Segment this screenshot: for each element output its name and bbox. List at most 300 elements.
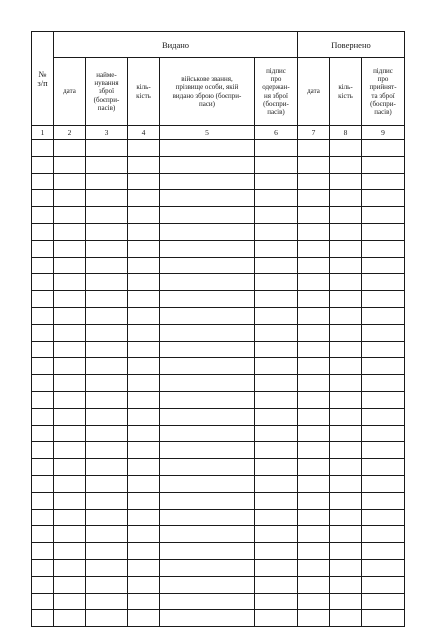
table-cell[interactable] bbox=[255, 610, 298, 627]
table-cell[interactable] bbox=[298, 543, 330, 560]
table-cell[interactable] bbox=[330, 207, 362, 224]
table-row bbox=[32, 207, 405, 224]
table-cell[interactable] bbox=[128, 274, 160, 291]
table-cell[interactable] bbox=[32, 173, 54, 190]
table-cell[interactable] bbox=[160, 358, 255, 375]
header-issued-cell: Видано bbox=[54, 32, 298, 58]
table-cell[interactable] bbox=[54, 307, 86, 324]
table-cell[interactable] bbox=[128, 492, 160, 509]
table-cell[interactable] bbox=[330, 408, 362, 425]
table-cell[interactable] bbox=[160, 509, 255, 526]
table-cell[interactable] bbox=[86, 223, 128, 240]
table-cell[interactable] bbox=[128, 341, 160, 358]
table-cell[interactable] bbox=[160, 576, 255, 593]
table-cell[interactable] bbox=[128, 475, 160, 492]
table-cell[interactable] bbox=[54, 610, 86, 627]
table-cell[interactable] bbox=[298, 442, 330, 459]
table-cell[interactable] bbox=[362, 173, 405, 190]
table-cell[interactable] bbox=[128, 610, 160, 627]
table-cell[interactable] bbox=[255, 459, 298, 476]
table-cell[interactable] bbox=[255, 509, 298, 526]
table-cell[interactable] bbox=[362, 442, 405, 459]
table-row bbox=[32, 492, 405, 509]
table-cell[interactable] bbox=[298, 492, 330, 509]
table-cell[interactable] bbox=[330, 223, 362, 240]
table-cell[interactable] bbox=[160, 140, 255, 157]
table-cell[interactable] bbox=[86, 459, 128, 476]
table-cell[interactable] bbox=[330, 526, 362, 543]
table-row bbox=[32, 358, 405, 375]
table-cell[interactable] bbox=[330, 307, 362, 324]
table-cell[interactable] bbox=[298, 173, 330, 190]
table-cell[interactable] bbox=[160, 526, 255, 543]
table-cell[interactable] bbox=[255, 358, 298, 375]
table-row bbox=[32, 475, 405, 492]
table-cell[interactable] bbox=[362, 408, 405, 425]
table-cell[interactable] bbox=[362, 610, 405, 627]
table-cell[interactable] bbox=[330, 324, 362, 341]
table-cell[interactable] bbox=[128, 240, 160, 257]
table-cell[interactable] bbox=[54, 576, 86, 593]
table-row bbox=[32, 291, 405, 308]
table-cell[interactable] bbox=[32, 140, 54, 157]
table-cell[interactable] bbox=[54, 190, 86, 207]
table-cell[interactable] bbox=[128, 257, 160, 274]
table-row bbox=[32, 442, 405, 459]
table-cell[interactable] bbox=[362, 257, 405, 274]
table-cell[interactable] bbox=[255, 257, 298, 274]
table-row bbox=[32, 240, 405, 257]
table-cell[interactable] bbox=[255, 543, 298, 560]
table-cell[interactable] bbox=[54, 475, 86, 492]
table-cell[interactable] bbox=[32, 442, 54, 459]
table-cell[interactable] bbox=[255, 156, 298, 173]
table-cell[interactable] bbox=[32, 358, 54, 375]
table-cell[interactable] bbox=[128, 358, 160, 375]
table-cell[interactable] bbox=[298, 358, 330, 375]
table-cell[interactable] bbox=[330, 291, 362, 308]
header-row-columns bbox=[32, 58, 405, 126]
table-cell[interactable] bbox=[54, 375, 86, 392]
table-cell[interactable] bbox=[32, 408, 54, 425]
table-cell[interactable] bbox=[54, 240, 86, 257]
column-number: 9 bbox=[362, 126, 405, 140]
table-cell[interactable] bbox=[160, 492, 255, 509]
table-cell[interactable] bbox=[86, 543, 128, 560]
table-row bbox=[32, 459, 405, 476]
table-cell[interactable] bbox=[362, 375, 405, 392]
table-cell[interactable] bbox=[362, 358, 405, 375]
table-cell[interactable] bbox=[32, 156, 54, 173]
table-cell[interactable] bbox=[298, 156, 330, 173]
weapons-issue-ledger-table bbox=[31, 31, 405, 627]
table-cell[interactable] bbox=[86, 274, 128, 291]
table-cell[interactable] bbox=[255, 408, 298, 425]
column-number-row bbox=[32, 126, 405, 140]
table-cell[interactable] bbox=[330, 140, 362, 157]
table-cell[interactable] bbox=[330, 173, 362, 190]
table-cell[interactable] bbox=[32, 274, 54, 291]
table-cell[interactable] bbox=[86, 610, 128, 627]
table-cell[interactable] bbox=[128, 559, 160, 576]
table-cell[interactable] bbox=[160, 207, 255, 224]
table-cell[interactable] bbox=[54, 173, 86, 190]
column-number: 4 bbox=[128, 126, 160, 140]
column-number: 5 bbox=[160, 126, 255, 140]
column-returned-date: дата bbox=[298, 58, 330, 126]
column-return-signature: підпис про прийнят- та зброї (боєпри- пасів) bbox=[362, 58, 405, 126]
table-cell[interactable] bbox=[362, 291, 405, 308]
table-cell[interactable] bbox=[32, 509, 54, 526]
table-cell[interactable] bbox=[86, 207, 128, 224]
table-cell[interactable] bbox=[160, 274, 255, 291]
table-cell[interactable] bbox=[160, 324, 255, 341]
table-cell[interactable] bbox=[160, 459, 255, 476]
table-cell[interactable] bbox=[160, 341, 255, 358]
table-cell[interactable] bbox=[128, 408, 160, 425]
table-cell[interactable] bbox=[86, 291, 128, 308]
table-row bbox=[32, 559, 405, 576]
table-cell[interactable] bbox=[330, 257, 362, 274]
table-cell[interactable] bbox=[160, 307, 255, 324]
column-recipient: військове звання, прізвище особи, якій видано зброю (боєпри- паси) bbox=[160, 58, 255, 126]
table-cell[interactable] bbox=[298, 391, 330, 408]
table-cell[interactable] bbox=[128, 391, 160, 408]
table-cell[interactable] bbox=[255, 559, 298, 576]
table-cell[interactable] bbox=[128, 307, 160, 324]
table-cell[interactable] bbox=[362, 240, 405, 257]
table-cell[interactable] bbox=[54, 156, 86, 173]
table-cell[interactable] bbox=[160, 173, 255, 190]
table-cell[interactable] bbox=[128, 324, 160, 341]
table-cell[interactable] bbox=[160, 593, 255, 610]
table-cell[interactable] bbox=[298, 526, 330, 543]
table-cell[interactable] bbox=[362, 576, 405, 593]
table-cell[interactable] bbox=[128, 425, 160, 442]
table-cell[interactable] bbox=[255, 425, 298, 442]
table-row bbox=[32, 408, 405, 425]
table-cell[interactable] bbox=[330, 156, 362, 173]
table-row bbox=[32, 257, 405, 274]
table-cell[interactable] bbox=[86, 526, 128, 543]
table-cell[interactable] bbox=[362, 156, 405, 173]
table-cell[interactable] bbox=[362, 341, 405, 358]
table-cell[interactable] bbox=[32, 240, 54, 257]
table-cell[interactable] bbox=[86, 559, 128, 576]
table-cell[interactable] bbox=[54, 559, 86, 576]
table-cell[interactable] bbox=[298, 341, 330, 358]
table-cell[interactable] bbox=[255, 207, 298, 224]
table-cell[interactable] bbox=[128, 190, 160, 207]
table-cell[interactable] bbox=[86, 408, 128, 425]
column-receipt-signature: підпис про одержан- ня зброї (боєпри- пасів) bbox=[255, 58, 298, 126]
table-cell[interactable] bbox=[298, 576, 330, 593]
table-cell[interactable] bbox=[32, 257, 54, 274]
table-cell[interactable] bbox=[128, 223, 160, 240]
table-cell[interactable] bbox=[362, 559, 405, 576]
table-cell[interactable] bbox=[32, 223, 54, 240]
table-cell[interactable] bbox=[32, 190, 54, 207]
table-cell[interactable] bbox=[86, 156, 128, 173]
table-cell[interactable] bbox=[54, 543, 86, 560]
table-cell[interactable] bbox=[330, 509, 362, 526]
column-weapon-name: найме- нування зброї (боєпри- пасів) bbox=[86, 58, 128, 126]
table-cell[interactable] bbox=[32, 610, 54, 627]
table-cell[interactable] bbox=[86, 442, 128, 459]
table-cell[interactable] bbox=[298, 475, 330, 492]
table-cell[interactable] bbox=[160, 257, 255, 274]
table-cell[interactable] bbox=[160, 475, 255, 492]
table-cell[interactable] bbox=[32, 307, 54, 324]
column-issued-quantity: кіль- кість bbox=[128, 58, 160, 126]
table-cell[interactable] bbox=[86, 324, 128, 341]
table-cell[interactable] bbox=[255, 190, 298, 207]
table-cell[interactable] bbox=[330, 459, 362, 476]
table-cell[interactable] bbox=[54, 391, 86, 408]
table-cell[interactable] bbox=[298, 593, 330, 610]
table-row bbox=[32, 509, 405, 526]
table-cell[interactable] bbox=[330, 492, 362, 509]
column-number: 2 bbox=[54, 126, 86, 140]
table-cell[interactable] bbox=[330, 559, 362, 576]
table-cell[interactable] bbox=[86, 475, 128, 492]
table-cell[interactable] bbox=[160, 391, 255, 408]
table-cell[interactable] bbox=[255, 576, 298, 593]
table-cell[interactable] bbox=[54, 223, 86, 240]
table-cell[interactable] bbox=[298, 324, 330, 341]
table-cell[interactable] bbox=[298, 257, 330, 274]
table-cell[interactable] bbox=[255, 492, 298, 509]
table-cell[interactable] bbox=[32, 375, 54, 392]
table-cell[interactable] bbox=[32, 207, 54, 224]
table-cell[interactable] bbox=[54, 274, 86, 291]
table-cell[interactable] bbox=[54, 593, 86, 610]
table-cell[interactable] bbox=[32, 526, 54, 543]
table-cell[interactable] bbox=[255, 391, 298, 408]
table-cell[interactable] bbox=[330, 543, 362, 560]
table-cell[interactable] bbox=[255, 475, 298, 492]
table-cell[interactable] bbox=[362, 543, 405, 560]
table-cell[interactable] bbox=[362, 274, 405, 291]
table-cell[interactable] bbox=[160, 190, 255, 207]
table-cell[interactable] bbox=[128, 291, 160, 308]
table-cell[interactable] bbox=[32, 543, 54, 560]
table-cell[interactable] bbox=[255, 307, 298, 324]
table-cell[interactable] bbox=[54, 324, 86, 341]
table-cell[interactable] bbox=[160, 559, 255, 576]
table-cell[interactable] bbox=[298, 140, 330, 157]
table-cell[interactable] bbox=[160, 610, 255, 627]
table-cell[interactable] bbox=[160, 543, 255, 560]
table-cell[interactable] bbox=[86, 492, 128, 509]
table-cell[interactable] bbox=[160, 156, 255, 173]
table-cell[interactable] bbox=[362, 307, 405, 324]
table-cell[interactable] bbox=[330, 341, 362, 358]
table-cell[interactable] bbox=[128, 593, 160, 610]
table-cell[interactable] bbox=[128, 375, 160, 392]
table-cell[interactable] bbox=[362, 475, 405, 492]
table-cell[interactable] bbox=[298, 375, 330, 392]
table-cell[interactable] bbox=[255, 274, 298, 291]
table-cell[interactable] bbox=[330, 358, 362, 375]
table-cell[interactable] bbox=[128, 509, 160, 526]
table-cell[interactable] bbox=[32, 291, 54, 308]
table-cell[interactable] bbox=[298, 207, 330, 224]
table-cell[interactable] bbox=[86, 257, 128, 274]
table-row bbox=[32, 324, 405, 341]
table-row bbox=[32, 223, 405, 240]
table-cell[interactable] bbox=[330, 593, 362, 610]
table-cell[interactable] bbox=[255, 140, 298, 157]
table-cell[interactable] bbox=[362, 207, 405, 224]
table-cell[interactable] bbox=[255, 526, 298, 543]
table-cell[interactable] bbox=[330, 375, 362, 392]
table-cell[interactable] bbox=[362, 140, 405, 157]
table-cell[interactable] bbox=[298, 459, 330, 476]
table-cell[interactable] bbox=[298, 291, 330, 308]
table-cell[interactable] bbox=[86, 358, 128, 375]
table-cell[interactable] bbox=[54, 257, 86, 274]
column-number: 6 bbox=[255, 126, 298, 140]
table-cell[interactable] bbox=[298, 240, 330, 257]
table-cell[interactable] bbox=[54, 140, 86, 157]
table-cell[interactable] bbox=[255, 375, 298, 392]
table-row bbox=[32, 576, 405, 593]
table-cell[interactable] bbox=[32, 593, 54, 610]
table-row bbox=[32, 593, 405, 610]
column-number: 7 bbox=[298, 126, 330, 140]
table-cell[interactable] bbox=[255, 324, 298, 341]
table-cell[interactable] bbox=[54, 408, 86, 425]
table-cell[interactable] bbox=[330, 576, 362, 593]
table-cell[interactable] bbox=[160, 223, 255, 240]
table-cell[interactable] bbox=[86, 576, 128, 593]
table-cell[interactable] bbox=[32, 425, 54, 442]
table-cell[interactable] bbox=[54, 442, 86, 459]
table-row bbox=[32, 173, 405, 190]
table-cell[interactable] bbox=[330, 391, 362, 408]
table-cell[interactable] bbox=[330, 475, 362, 492]
table-cell[interactable] bbox=[32, 391, 54, 408]
table-cell[interactable] bbox=[128, 576, 160, 593]
table-cell[interactable] bbox=[32, 576, 54, 593]
table-cell[interactable] bbox=[86, 173, 128, 190]
table-cell[interactable] bbox=[54, 492, 86, 509]
table-row bbox=[32, 526, 405, 543]
table-cell[interactable] bbox=[330, 425, 362, 442]
table-cell[interactable] bbox=[255, 593, 298, 610]
table-cell[interactable] bbox=[255, 442, 298, 459]
table-cell[interactable] bbox=[54, 358, 86, 375]
table-cell[interactable] bbox=[330, 274, 362, 291]
table-cell[interactable] bbox=[86, 190, 128, 207]
table-cell[interactable] bbox=[86, 341, 128, 358]
table-cell[interactable] bbox=[32, 341, 54, 358]
table-cell[interactable] bbox=[54, 341, 86, 358]
table-cell[interactable] bbox=[255, 291, 298, 308]
table-cell[interactable] bbox=[128, 459, 160, 476]
table-cell[interactable] bbox=[362, 324, 405, 341]
table-cell[interactable] bbox=[86, 240, 128, 257]
table-cell[interactable] bbox=[160, 375, 255, 392]
table-cell[interactable] bbox=[362, 223, 405, 240]
table-cell[interactable] bbox=[330, 240, 362, 257]
table-cell[interactable] bbox=[32, 459, 54, 476]
table-cell[interactable] bbox=[298, 223, 330, 240]
table-cell[interactable] bbox=[330, 190, 362, 207]
table-cell[interactable] bbox=[86, 509, 128, 526]
table-cell[interactable] bbox=[362, 425, 405, 442]
table-cell[interactable] bbox=[362, 526, 405, 543]
table-cell[interactable] bbox=[86, 391, 128, 408]
table-cell[interactable] bbox=[128, 207, 160, 224]
table-cell[interactable] bbox=[128, 173, 160, 190]
table-cell[interactable] bbox=[54, 509, 86, 526]
table-cell[interactable] bbox=[86, 425, 128, 442]
column-issued-date: дата bbox=[54, 58, 86, 126]
table-cell[interactable] bbox=[362, 492, 405, 509]
table-row bbox=[32, 307, 405, 324]
table-cell[interactable] bbox=[255, 173, 298, 190]
table-cell[interactable] bbox=[32, 559, 54, 576]
table-cell[interactable] bbox=[330, 610, 362, 627]
table-cell[interactable] bbox=[128, 140, 160, 157]
table-cell[interactable] bbox=[298, 274, 330, 291]
table-cell[interactable] bbox=[298, 559, 330, 576]
table-cell[interactable] bbox=[298, 610, 330, 627]
table-cell[interactable] bbox=[32, 492, 54, 509]
table-cell[interactable] bbox=[128, 156, 160, 173]
table-cell[interactable] bbox=[298, 425, 330, 442]
table-cell[interactable] bbox=[86, 140, 128, 157]
table-cell[interactable] bbox=[298, 509, 330, 526]
table-cell[interactable] bbox=[160, 240, 255, 257]
table-cell[interactable] bbox=[362, 190, 405, 207]
table-cell[interactable] bbox=[86, 375, 128, 392]
table-cell[interactable] bbox=[255, 223, 298, 240]
table-cell[interactable] bbox=[54, 425, 86, 442]
table-cell[interactable] bbox=[330, 442, 362, 459]
table-row bbox=[32, 156, 405, 173]
table-cell[interactable] bbox=[54, 291, 86, 308]
table-cell[interactable] bbox=[362, 509, 405, 526]
table-cell[interactable] bbox=[54, 526, 86, 543]
table-cell[interactable] bbox=[160, 291, 255, 308]
table-cell[interactable] bbox=[128, 526, 160, 543]
table-cell[interactable] bbox=[298, 307, 330, 324]
table-cell[interactable] bbox=[255, 240, 298, 257]
table-cell[interactable] bbox=[362, 593, 405, 610]
table-cell[interactable] bbox=[54, 459, 86, 476]
table-row bbox=[32, 140, 405, 157]
table-cell[interactable] bbox=[255, 341, 298, 358]
table-cell[interactable] bbox=[298, 408, 330, 425]
table-cell[interactable] bbox=[86, 593, 128, 610]
table-row bbox=[32, 190, 405, 207]
table-cell[interactable] bbox=[160, 442, 255, 459]
table-cell[interactable] bbox=[128, 442, 160, 459]
table-cell[interactable] bbox=[54, 207, 86, 224]
table-cell[interactable] bbox=[362, 459, 405, 476]
table-cell[interactable] bbox=[160, 408, 255, 425]
table-cell[interactable] bbox=[128, 543, 160, 560]
table-cell[interactable] bbox=[32, 475, 54, 492]
table-cell[interactable] bbox=[86, 307, 128, 324]
table-cell[interactable] bbox=[362, 391, 405, 408]
table-cell[interactable] bbox=[298, 190, 330, 207]
table-cell[interactable] bbox=[32, 324, 54, 341]
table-cell[interactable] bbox=[160, 425, 255, 442]
